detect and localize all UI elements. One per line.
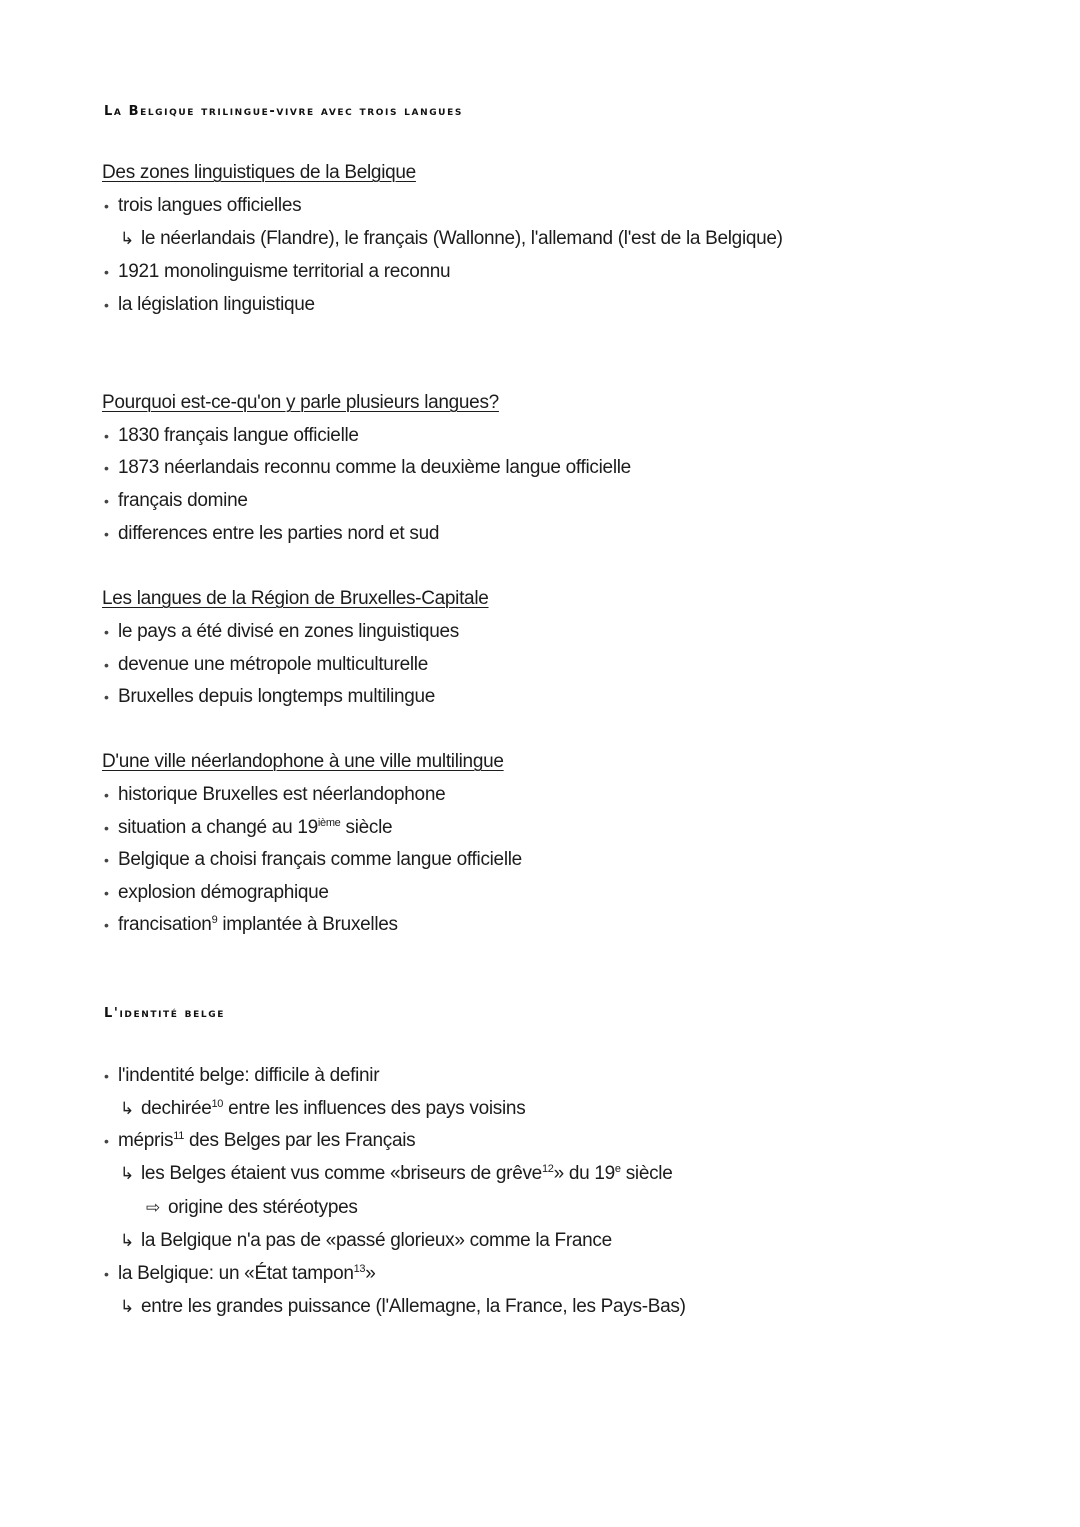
- list-item: • 1921 monolinguisme territorial a reconnu: [104, 261, 451, 282]
- list-item: • Bruxelles depuis longtemps multilingue: [104, 686, 436, 707]
- list-item: • français domine: [104, 490, 248, 511]
- bullet-icon: •: [104, 689, 109, 705]
- corner-arrow-icon: ↳: [120, 1099, 134, 1118]
- list-item: • la législation linguistique: [104, 294, 315, 315]
- sub-list-item: ↳ dechirée$^{10}$ entre les influences des pays voisins: [120, 1098, 526, 1119]
- bullet-icon: •: [104, 885, 109, 901]
- list-item: • differences entre les parties nord et sud: [104, 523, 440, 544]
- sub-sub-list-item: ⇨ origine des stéréotypes: [146, 1197, 358, 1218]
- bullet-icon: •: [104, 428, 109, 444]
- section-title-trilingual: La Belgique trilingue-vivre avec trois langues: [104, 104, 463, 119]
- list-item: • situation a changé au 19ième siècle: [104, 817, 393, 838]
- list-item: • mépris$^{11}$ des Belges par les Français: [104, 1130, 416, 1151]
- corner-arrow-icon: ↳: [120, 1164, 134, 1183]
- corner-arrow-icon: ↳: [120, 229, 134, 248]
- bullet-icon: •: [104, 657, 109, 673]
- bullet-icon: •: [104, 917, 109, 933]
- corner-arrow-icon: ↳: [120, 1297, 134, 1316]
- bullet-icon: •: [104, 787, 109, 803]
- bullet-icon: •: [104, 1068, 109, 1084]
- sub-list-item: ↳ entre les grandes puissance (l'Allemagne, la France, les Pays-Bas): [120, 1296, 686, 1317]
- list-item: • 1873 néerlandais reconnu comme la deuxième langue officielle: [104, 457, 631, 478]
- right-arrow-icon: ⇨: [146, 1198, 160, 1217]
- subheading-dutch-to-multilingual: D'une ville néerlandophone à une ville multilingue: [102, 751, 504, 772]
- list-item: • explosion démographique: [104, 882, 329, 903]
- bullet-icon: •: [104, 297, 109, 313]
- bullet-icon: •: [104, 820, 109, 836]
- bullet-icon: •: [104, 198, 109, 214]
- sub-list-item: ↳ la Belgique n'a pas de «passé glorieux» comme la France: [120, 1230, 612, 1251]
- list-item: • devenue une métropole multiculturelle: [104, 654, 428, 675]
- subheading-why-languages: Pourquoi est-ce-qu'on y parle plusieurs langues?: [102, 392, 499, 413]
- list-item: • Belgique a choisi français comme langue officielle: [104, 849, 522, 870]
- bullet-icon: •: [104, 264, 109, 280]
- bullet-icon: •: [104, 624, 109, 640]
- list-item: • francisation$^9$ implantée à Bruxelles: [104, 914, 398, 935]
- list-item: • l'indentité belge: difficile à definir: [104, 1065, 380, 1086]
- section-title-belgian-identity: L'identité belge: [104, 1006, 225, 1021]
- sub-list-item: ↳ le néerlandais (Flandre), le français (Wallonne), l'allemand (l'est de la Belgique): [120, 228, 783, 249]
- list-item: • la Belgique: un «État tampon$^{13}$»: [104, 1263, 376, 1284]
- subheading-brussels-languages: Les langues de la Région de Bruxelles-Capitale: [102, 588, 489, 609]
- bullet-icon: •: [104, 460, 109, 476]
- list-item: • trois langues officielles: [104, 195, 302, 216]
- bullet-icon: •: [104, 852, 109, 868]
- list-item: • historique Bruxelles est néerlandophone: [104, 784, 446, 805]
- bullet-icon: •: [104, 526, 109, 542]
- bullet-icon: •: [104, 1133, 109, 1149]
- corner-arrow-icon: ↳: [120, 1231, 134, 1250]
- subheading-linguistic-zones: Des zones linguistiques de la Belgique: [102, 162, 416, 183]
- list-item: • 1830 français langue officielle: [104, 425, 359, 446]
- list-item: • le pays a été divisé en zones linguistiques: [104, 621, 459, 642]
- bullet-icon: •: [104, 1266, 109, 1282]
- bullet-icon: •: [104, 493, 109, 509]
- sub-list-item: ↳ les Belges étaient vus comme «briseurs de grêve$^{12}$» du 19e siècle: [120, 1163, 673, 1184]
